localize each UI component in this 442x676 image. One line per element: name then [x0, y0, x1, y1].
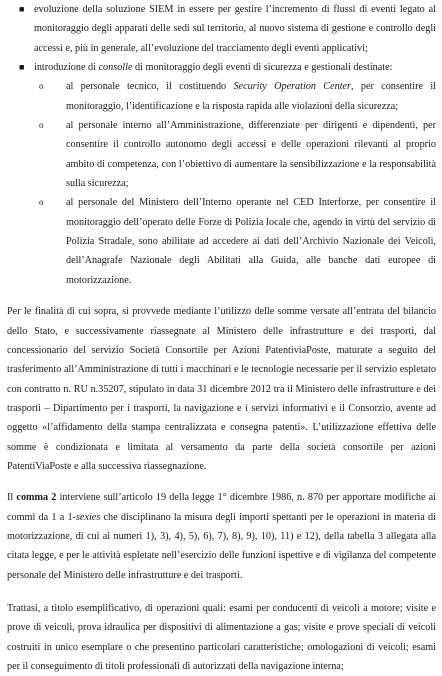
sub-bullet-item: [7, 193, 436, 290]
bullet-item: ■ evoluzione della soluzione SIEM in essere per gestire l’incremento di flussi di eventi legato al monitoraggio degli apparati delle sedi sul territorio, al nuovo sistema di gestione e controllo degli accessi e, più in generale, all’evoluzione del tracciamento degli eventi applicativi;: [19, 4, 436, 54]
paragraph-finalita: Per le finalità di cui sopra, si provvede mediante l’utilizzo delle somme versate all’entrata del bilancio dello Stato, e successivamente riassegnate al Ministero delle infrastrutture e dei trasporti, dal concessionario del servizio Società Consortile per Azioni PatentiviaPoste, maturate a seguito del trasferimento all’Amministrazione di tutti i macchinari e le tecnologie necessarie per il servizio espletato con contratto n. RU n.35207, stipulato in data 31 dicembre 2012 tra il Ministero delle infrastrutture e dei trasporti – Dipartimento per i trasporti, la navigazione e i servizi informativi e il Consorzio, avente ad oggetto «l’affidamento della stampa centralizzata e consegna patenti». L’utilizzazione effettiva delle somme è condizionata e limitata al versamento da parte della società consortile per azioni PatentiViaPoste e alla successiva riassegnazione.: [7, 306, 436, 472]
sub-bullet-text: al personale tecnico, il costituendo Security Operation Center, per consentire il monitoraggio, l’identificazione e la risposta rapida alle violazioni della sicurezza;: [66, 81, 436, 112]
sub-bullet-item: [7, 77, 436, 116]
sub-bullet-text: al personale interno all’Amministrazione, differenziate per dirigenti e dipendenti, per consentire il controllo autonomo degli accessi e delle operazioni rilevanti al proprio ambito di competenza, con l’obiettivo di aumentare la sensibilizzazione e la responsabilità sulla sicurezza;: [66, 120, 436, 190]
bullet-text: evoluzione della soluzione SIEM in essere per gestire l’incremento di flussi di eventi legato al monitoraggio degli apparati delle sedi sul territorio, al nuovo sistema di gestione e controllo degli accessi e, più in generale, all’evoluzione del tracciamento degli eventi applicativi;: [34, 4, 436, 54]
sub-bullet-marker: o: [39, 120, 44, 131]
sub-bullet-item: [7, 116, 436, 193]
bullet-item: ■ introduzione di consolle di monitoraggio degli eventi di sicurezza e gestionali destinate:: [19, 62, 393, 74]
sub-bullet-marker: o: [39, 197, 44, 208]
paragraph-comma-2: Il comma 2 interviene sull’articolo 19 della legge 1° dicembre 1986, n. 870 per apportare modifiche ai commi da 1 a 1-sexies che disciplinano la misura degli importi spettanti per le operazioni in materia di motorizzazione, di cui ai numeri 1), 3), 4), 5), 6), 7), 8), 9), 10), 11) e 12), della tabella 3 allegata alla citata legge, e per le attività espletate nell’esercizio delle funzioni ispettive e di vigilanza del competente personale del Ministero delle infrastrutture e dei trasporti.: [7, 492, 436, 581]
sub-bullet-text: al personale del Ministero dell’Interno operante nel CED Interforze, per consentire il monitoraggio dell’operato delle Forze di Polizia locale che, agendo in virtù del servizio di Polizia Stradale, sono abilitate ad accedere ai dati dell’Archivio Nazionale dei Veicoli, dell’Anagrafe Nazionale degli Abilitati alla Guida, alle banche dati europee di motorizzazione.: [66, 197, 436, 286]
paragraph-trattasi: Trattasi, a titolo esemplificativo, di operazioni quali: esami per conducenti di veicoli a motore; visite e prove di veicoli, prova idraulica per dispositivi di alimentazione a gas; visite e prove speciali di veicoli costruiti in unico esemplare o che presentino particolari caratteristiche; omologazioni di veicoli; esami per il conseguimento di titoli professionali di autorizzati della navigazione interna;: [7, 602, 436, 672]
sub-bullet-marker: o: [39, 81, 44, 92]
bullet-text: introduzione di consolle di monitoraggio degli eventi di sicurezza e gestionali destinate:: [34, 62, 393, 74]
